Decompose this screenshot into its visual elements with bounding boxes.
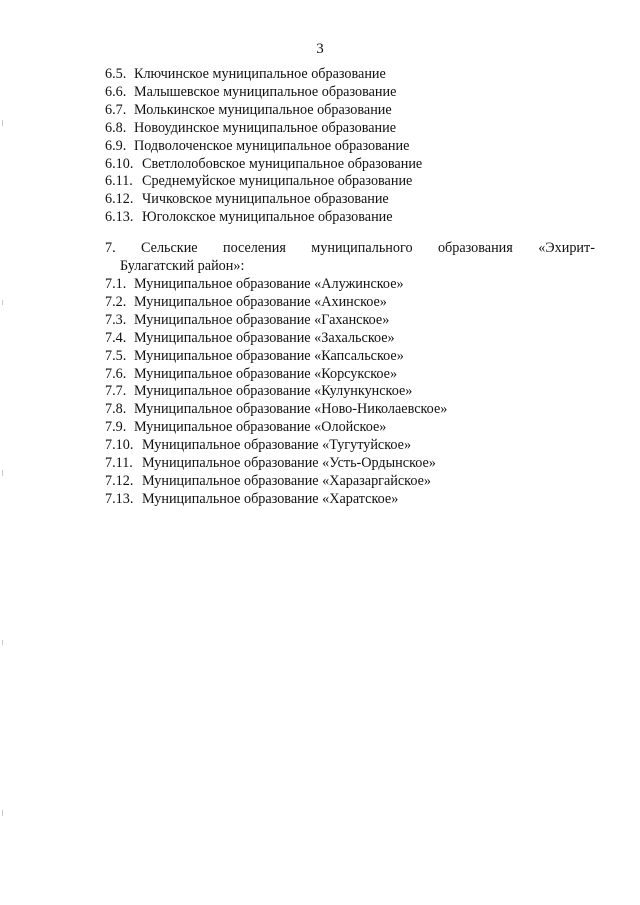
list-item xyxy=(105,173,595,191)
item-text: Муниципальное образование «Кулункунское» xyxy=(134,383,413,400)
item-number: 7.2. xyxy=(105,293,127,310)
item-text: Муниципальное образование «Тугутуйское» xyxy=(142,437,412,454)
list-item xyxy=(105,156,595,174)
item-text: Новоудинское муниципальное образование xyxy=(134,119,396,136)
list-item xyxy=(105,366,595,384)
list-item xyxy=(105,312,595,330)
page-number: 3 xyxy=(316,41,324,57)
item-text: Чичковское муниципальное образование xyxy=(142,191,389,208)
item-text: Муниципальное образование «Гаханское» xyxy=(134,311,390,328)
municipality-list-7 xyxy=(105,276,595,509)
item-text: Среднемуйское муниципальное образование xyxy=(142,173,413,190)
item-text: Муниципальное образование «Ново-Николаевское» xyxy=(134,401,448,418)
item-number: 7.4. xyxy=(105,329,127,346)
list-item xyxy=(105,383,595,401)
item-number: 7.12. xyxy=(105,472,134,489)
list-item xyxy=(105,455,595,473)
item-text: Муниципальное образование «Харазаргайское» xyxy=(142,472,432,489)
list-item xyxy=(105,120,595,138)
item-number: 7.1. xyxy=(105,276,127,292)
item-text: Подволоченское муниципальное образование xyxy=(134,137,410,154)
item-text: Муниципальное образование «Капсальское» xyxy=(134,347,404,364)
item-number: 6.5. xyxy=(105,66,127,82)
item-number: 7.10. xyxy=(105,437,134,454)
item-text: Светлолобовское муниципальное образование xyxy=(142,155,423,172)
item-text: Малышевское муниципальное образование xyxy=(134,83,397,100)
list-item xyxy=(105,330,595,348)
list-item xyxy=(105,209,595,227)
item-text: Юголокское муниципальное образование xyxy=(142,209,393,226)
item-number: 7.3. xyxy=(105,311,127,328)
item-number: 6.6. xyxy=(105,83,127,100)
item-number: 6.9. xyxy=(105,137,127,154)
item-number: 7.13. xyxy=(105,490,134,507)
item-number: 6.7. xyxy=(105,101,127,118)
section-7-heading-line-2: Булагатский район»: xyxy=(120,257,245,274)
item-number: 6.12. xyxy=(105,191,134,208)
item-text: Муниципальное образование «Усть-Ордынское» xyxy=(142,455,436,472)
item-number: 6.13. xyxy=(105,209,134,226)
item-number: 7.9. xyxy=(105,419,127,436)
item-text: Муниципальное образование «Олойское» xyxy=(134,419,387,436)
item-text: Муниципальное образование «Захальское» xyxy=(134,329,395,346)
list-item xyxy=(105,276,595,294)
list-item xyxy=(105,102,595,120)
list-item xyxy=(105,66,595,84)
list-item xyxy=(105,401,595,419)
section-7-word: Сельские xyxy=(141,240,198,256)
item-text: Муниципальное образование «Корсукское» xyxy=(134,365,398,382)
list-item xyxy=(105,437,595,455)
item-text: Муниципальное образование «Харатское» xyxy=(142,490,399,507)
item-number: 7.8. xyxy=(105,401,127,418)
municipality-list-6 xyxy=(105,66,595,227)
section-7-word: образования xyxy=(437,240,513,256)
list-item xyxy=(105,491,595,509)
section-7-heading-line-1 xyxy=(105,240,595,258)
item-number: 7.7. xyxy=(105,383,127,400)
section-7-number: 7. xyxy=(105,240,116,256)
item-text: Ключинское муниципальное образование xyxy=(134,66,386,82)
list-item xyxy=(105,473,595,491)
list-item xyxy=(105,138,595,156)
list-item xyxy=(105,191,595,209)
list-item xyxy=(105,419,595,437)
item-number: 6.8. xyxy=(105,119,127,136)
list-item xyxy=(105,294,595,312)
section-7-word: поселения xyxy=(223,240,286,256)
item-number: 7.6. xyxy=(105,365,127,382)
section-7-word: муниципального xyxy=(311,240,413,256)
list-item xyxy=(105,84,595,102)
section-7-word: «Эхирит- xyxy=(538,240,595,256)
item-number: 6.10. xyxy=(105,155,134,172)
scan-margin-marks xyxy=(2,0,4,905)
item-text: Муниципальное образование «Ахинское» xyxy=(134,293,387,310)
list-item xyxy=(105,348,595,366)
item-number: 6.11. xyxy=(105,173,133,190)
section-7-heading xyxy=(105,240,595,276)
item-text: Муниципальное образование «Алужинское» xyxy=(134,276,404,292)
item-text: Молькинское муниципальное образование xyxy=(134,101,392,118)
item-number: 7.11. xyxy=(105,455,133,472)
item-number: 7.5. xyxy=(105,347,127,364)
